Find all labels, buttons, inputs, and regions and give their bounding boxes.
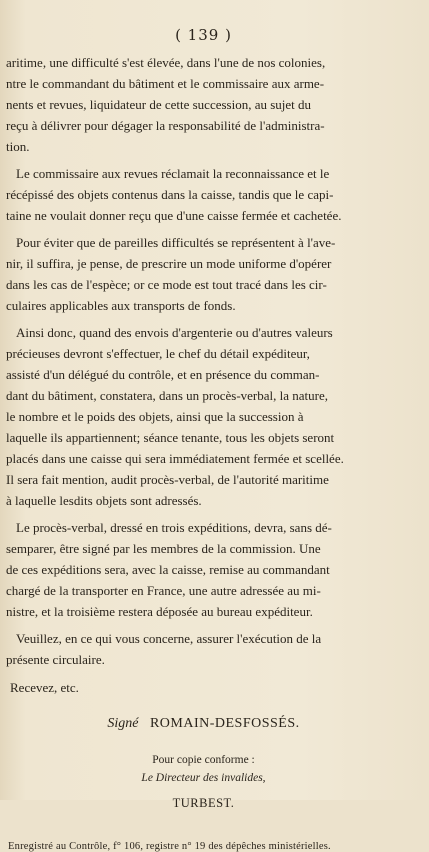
text-line: culaires applicables aux transports de fonds. [6,298,236,313]
director-title: Le Directeur des invalides, [141,772,266,784]
signature-label: Signé [107,716,139,731]
page-number: ( 139 ) [175,26,232,44]
text-line: à laquelle lesdits objets sont adressés. [6,493,202,508]
text-line: dans les cas de l'espèce; or ce mode est tout tracé dans les cir- [6,277,327,292]
text-line: dant du bâtiment, constatera, dans un procès-verbal, la nature, [6,388,328,403]
text-line: Veuillez, en ce qui vous concerne, assurer l'exécution de la [16,631,322,646]
text-line: nir, il suffira, je pense, de prescrire un mode uniforme d'opérer [6,256,332,271]
text-line: placés dans une caisse qui sera immédiatement fermée et scellée. [6,451,344,466]
text-line: tion. [6,139,30,154]
text-line: précieuses devront s'effectuer, le chef du détail expéditeur, [6,346,310,361]
certifier-name: TURBEST. [172,796,235,810]
text-line: Pour éviter que de pareilles difficultés se représentent à l'ave- [16,235,336,250]
text-line: laquelle ils appartiennent; séance tenante, tous les objets seront [6,430,335,445]
signature-block [6,716,401,732]
text-line: aritime, une difficulté s'est élevée, dans l'une de nos colonies, [6,55,326,70]
text-line: reçu à délivrer pour dégager la responsabilité de l'administra- [6,118,325,133]
text-line: Le procès-verbal, dressé en trois expéditions, devra, sans dé- [16,520,332,535]
paragraph-4 [6,322,401,511]
text-line: Ainsi donc, quand des envois d'argenterie ou d'autres valeurs [16,325,333,340]
copy-certification-label: Pour copie conforme : [152,754,255,766]
text-line: récépissé des objets contenus dans la caisse, tandis que le capi- [6,187,334,202]
paragraph-6 [6,628,401,670]
closing-formula: Recevez, etc. [10,680,79,695]
text-line: semparer, être signé par les membres de la commission. Une [6,541,321,556]
paragraph-1 [6,52,401,157]
signatory-name: ROMAIN-DESFOSSÉS. [149,716,300,731]
text-line: de ces expéditions sera, avec la caisse, remise au commandant [6,562,330,577]
text-line: Il sera fait mention, audit procès-verbal, de l'autorité maritime [6,472,329,487]
text-line: Le commissaire aux revues réclamait la reconnaissance et le [16,166,330,181]
registry-note: Enregistré au Contrôle, f° 106, registre n° 19 des dépêches ministérielles. [8,841,331,852]
paragraph-2 [6,163,401,226]
text-line: taine ne voulait donner reçu que d'une caisse fermée et cachetée. [6,208,342,223]
text-line: présente circulaire. [6,652,105,667]
text-line: chargé de la transporter en France, une autre adressée au mi- [6,583,321,598]
text-line: ntre le commandant du bâtiment et le commissaire aux arme- [6,76,325,91]
paragraph-5 [6,517,401,622]
paragraph-3 [6,232,401,316]
text-line: nistre, et la troisième restera déposée au bureau expéditeur. [6,604,313,619]
text-line: nents et revues, liquidateur de cette succession, au sujet du [6,97,312,112]
text-line: le nombre et le poids des objets, ainsi que la succession à [6,409,304,424]
text-line: assisté d'un délégué du contrôle, et en présence du comman- [6,367,320,382]
